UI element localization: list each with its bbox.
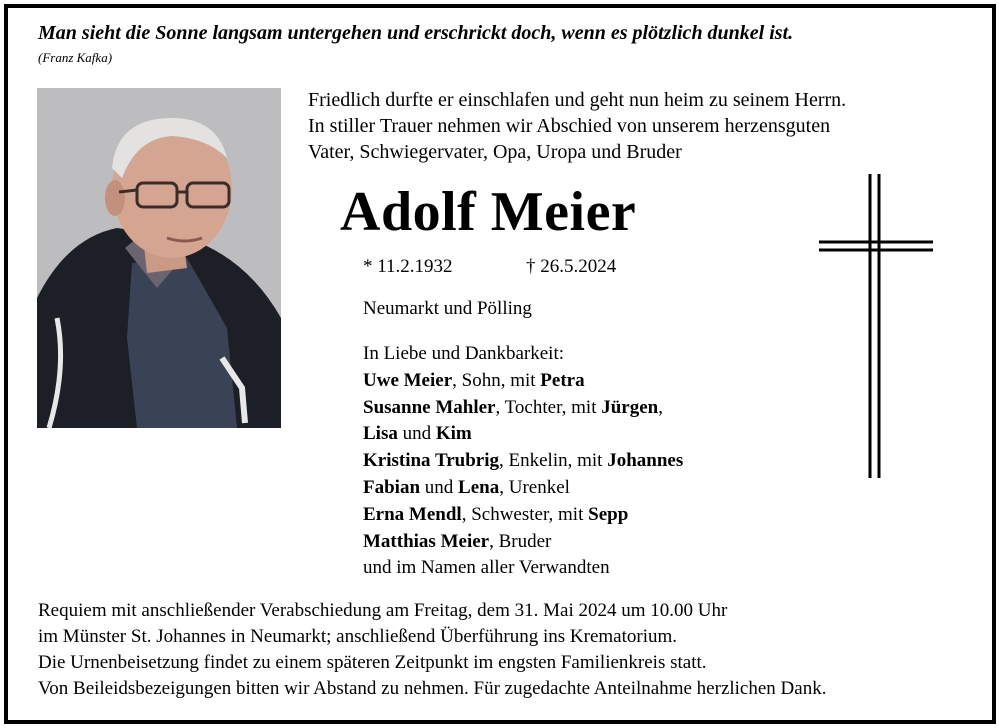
residence: Neumarkt und Pölling (363, 298, 532, 319)
quote-author: (Franz Kafka) (38, 50, 113, 65)
birth-date: * 11.2.1932 (363, 256, 453, 277)
mourner-line: Susanne Mahler, Tochter, mit Jürgen, (363, 396, 663, 418)
mourners-header: In Liebe und Dankbarkeit: (363, 343, 565, 364)
intro-text (308, 87, 846, 165)
mourner-line: Kristina Trubrig, Enkelin, mit Johannes (363, 450, 684, 472)
service-info (38, 598, 826, 702)
intro-line: Friedlich durfte er einschlafen und geht nun heim zu seinem Herrn. (308, 89, 847, 111)
mourners-closing: und im Namen aller Verwandten (363, 557, 610, 579)
footer-line: Die Urnenbeisetzung findet zu einem späteren Zeitpunkt im engsten Familienkreis statt. (38, 652, 707, 673)
intro-line: In stiller Trauer nehmen wir Abschied von unserem herzensguten (308, 115, 831, 137)
footer-line: Von Beileidsbezeigungen bitten wir Abstand zu nehmen. Für zugedachte Anteilnahme herzlichen Dank. (38, 678, 827, 699)
quote-text: Man sieht die Sonne langsam untergehen und erschrickt doch, wenn es plötzlich dunkel ist. (38, 22, 794, 44)
mourner-line: Lisa und Kim (363, 423, 472, 445)
mourners-list (363, 341, 683, 582)
mourner-line: Matthias Meier, Bruder (363, 530, 552, 552)
mourner-line: Fabian und Lena, Urenkel (363, 476, 570, 498)
death-date: † 26.5.2024 (526, 256, 617, 277)
portrait-illustration (37, 88, 281, 428)
mourner-line: Erna Mendl, Schwester, mit Sepp (363, 503, 629, 525)
intro-line: Vater, Schwiegervater, Opa, Uropa und Bruder (308, 141, 682, 163)
footer-line: im Münster St. Johannes in Neumarkt; anschließend Überführung ins Krematorium. (38, 626, 678, 647)
mourner-line: Uwe Meier, Sohn, mit Petra (363, 369, 585, 391)
deceased-name: Adolf Meier (340, 181, 637, 243)
cross-icon (812, 170, 942, 485)
portrait-photo (37, 88, 281, 428)
footer-line: Requiem mit anschließender Verabschiedung am Freitag, dem 31. Mai 2024 um 10.00 Uhr (38, 600, 728, 621)
